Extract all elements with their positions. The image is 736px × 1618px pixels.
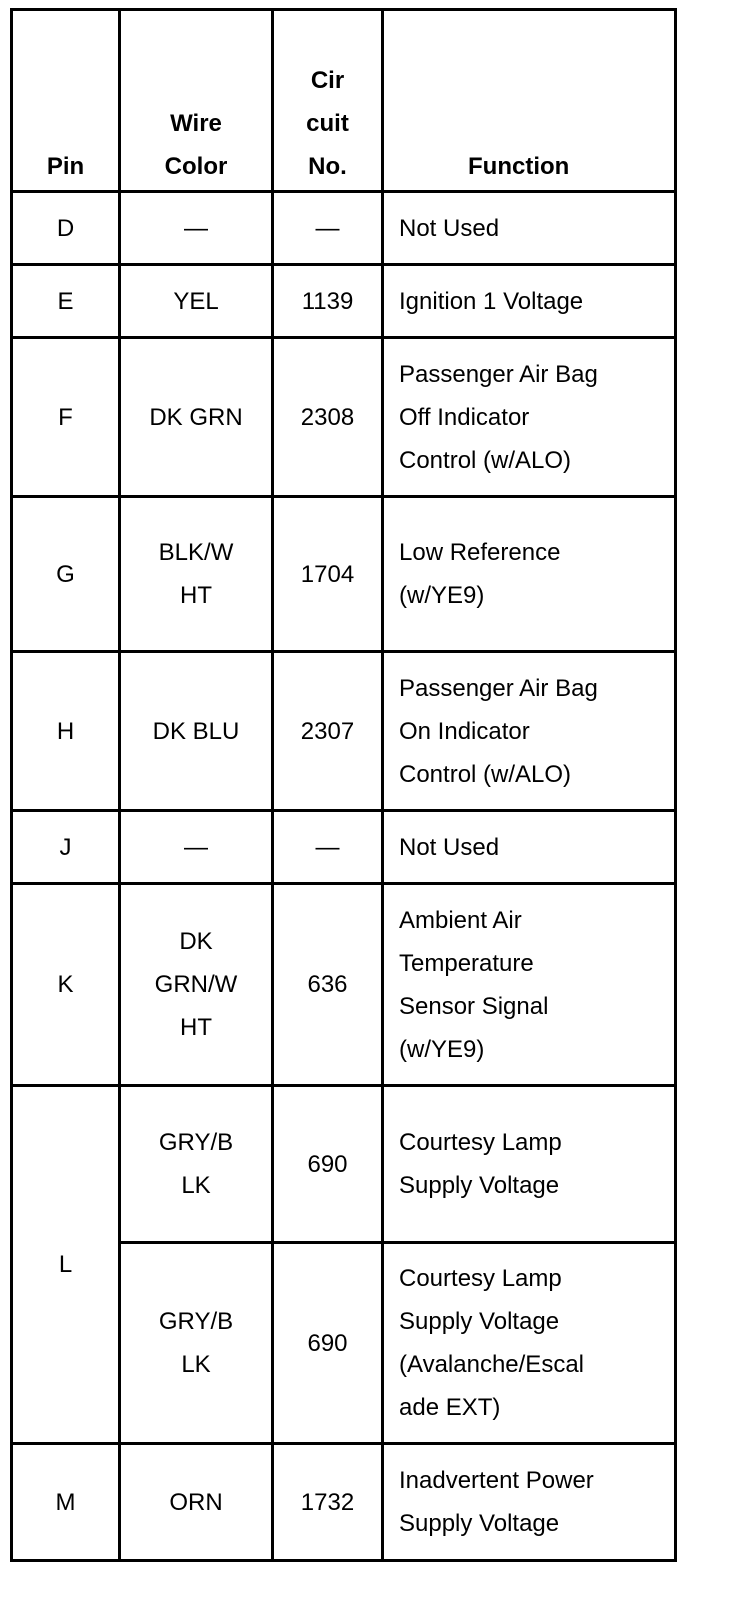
function-cell	[383, 1243, 676, 1444]
pin-cell: J	[12, 811, 120, 884]
wire-color-cell	[120, 1086, 273, 1243]
circuit-cell: 1139	[273, 265, 383, 338]
wire-color-line: LK	[181, 1351, 211, 1378]
header-text-line: cuit	[306, 110, 349, 137]
wire-color-cell	[120, 811, 273, 884]
circuit-cell: 2308	[273, 338, 383, 497]
wire-color-cell	[120, 1444, 273, 1561]
circuit-cell: 1732	[273, 1444, 383, 1561]
wire-color-cell	[120, 338, 273, 497]
wire-color-line: DK GRN	[149, 403, 243, 431]
circuit-cell: 690	[273, 1243, 383, 1444]
wire-color-line: HT	[180, 1014, 212, 1041]
table-row	[12, 497, 676, 652]
wire-color-line: BLK/W	[158, 539, 234, 566]
pin-cell: E	[12, 265, 120, 338]
function-cell	[383, 811, 676, 884]
function-line: (w/YE9)	[399, 1035, 485, 1063]
function-line: Low Reference	[399, 539, 561, 566]
header-text-line: Cir	[310, 67, 345, 94]
header-pin: Pin	[12, 10, 120, 192]
function-cell	[383, 265, 676, 338]
function-line: Off Indicator	[399, 403, 530, 431]
function-cell	[383, 338, 676, 497]
function-cell	[383, 192, 676, 265]
table-row	[12, 884, 676, 1086]
function-line: Courtesy Lamp	[399, 1129, 562, 1156]
header-row	[12, 10, 676, 192]
function-line: Control (w/ALO)	[399, 760, 572, 788]
function-cell	[383, 1086, 676, 1243]
header-text-line: No.	[308, 153, 347, 180]
function-line: Not Used	[399, 214, 500, 242]
pin-cell: L	[12, 1086, 120, 1444]
function-line: ade EXT)	[399, 1394, 501, 1421]
wire-color-line: —	[184, 214, 208, 242]
function-cell	[383, 884, 676, 1086]
wire-color-line: GRN/W	[154, 971, 238, 998]
wire-color-line: YEL	[173, 287, 219, 315]
table-header	[12, 10, 676, 192]
circuit-cell: 2307	[273, 652, 383, 811]
function-line: Passenger Air Bag	[399, 360, 598, 388]
function-cell	[383, 652, 676, 811]
wire-color-line: LK	[181, 1172, 211, 1199]
wire-color-line: ORN	[169, 1488, 223, 1516]
wire-color-cell	[120, 265, 273, 338]
table-row	[12, 811, 676, 884]
wire-color-line: —	[184, 833, 208, 861]
header-function: Function	[383, 10, 676, 192]
function-line: Ambient Air	[399, 906, 522, 934]
circuit-cell: 1704	[273, 497, 383, 652]
table-row	[12, 265, 676, 338]
wire-color-cell	[120, 652, 273, 811]
circuit-cell: —	[273, 811, 383, 884]
table-row	[12, 192, 676, 265]
header-text-line: Color	[164, 153, 228, 180]
function-line: Control (w/ALO)	[399, 446, 572, 474]
wire-color-cell	[120, 192, 273, 265]
pin-cell: K	[12, 884, 120, 1086]
function-line: Sensor Signal	[399, 992, 549, 1020]
wire-color-cell	[120, 884, 273, 1086]
function-line: Ignition 1 Voltage	[399, 287, 584, 315]
function-line: (w/YE9)	[399, 582, 485, 609]
wire-color-line: DK BLU	[152, 717, 240, 745]
function-line: Courtesy Lamp	[399, 1265, 562, 1292]
function-line: Not Used	[399, 833, 500, 861]
wire-color-line: GRY/B	[158, 1308, 234, 1335]
circuit-cell: —	[273, 192, 383, 265]
table-row	[12, 338, 676, 497]
function-line: (Avalanche/Escal	[399, 1351, 584, 1378]
function-line: Supply Voltage	[399, 1172, 560, 1199]
pin-cell: F	[12, 338, 120, 497]
pin-cell: H	[12, 652, 120, 811]
header-text-line: Wire	[170, 110, 222, 137]
table-body	[12, 192, 676, 1561]
pin-cell: M	[12, 1444, 120, 1561]
circuit-cell: 690	[273, 1086, 383, 1243]
wire-color-cell	[120, 1243, 273, 1444]
function-cell	[383, 1444, 676, 1561]
wire-color-cell	[120, 497, 273, 652]
connector-pinout-table	[10, 8, 677, 1562]
function-line: Passenger Air Bag	[399, 674, 598, 702]
pin-cell: G	[12, 497, 120, 652]
header-circuit-no	[273, 10, 383, 192]
pin-cell: D	[12, 192, 120, 265]
header-wire-color	[120, 10, 273, 192]
circuit-cell: 636	[273, 884, 383, 1086]
function-cell	[383, 497, 676, 652]
table-row	[12, 1086, 676, 1243]
function-line: On Indicator	[399, 717, 530, 745]
function-line: Supply Voltage	[399, 1308, 560, 1335]
table-row	[12, 652, 676, 811]
table-row	[12, 1444, 676, 1561]
wire-color-line: DK	[179, 928, 213, 955]
wire-color-line: HT	[180, 582, 212, 609]
wire-color-line: GRY/B	[158, 1129, 234, 1156]
function-line: Temperature	[399, 949, 534, 977]
function-line: Inadvertent Power	[399, 1467, 594, 1494]
function-line: Supply Voltage	[399, 1510, 560, 1537]
